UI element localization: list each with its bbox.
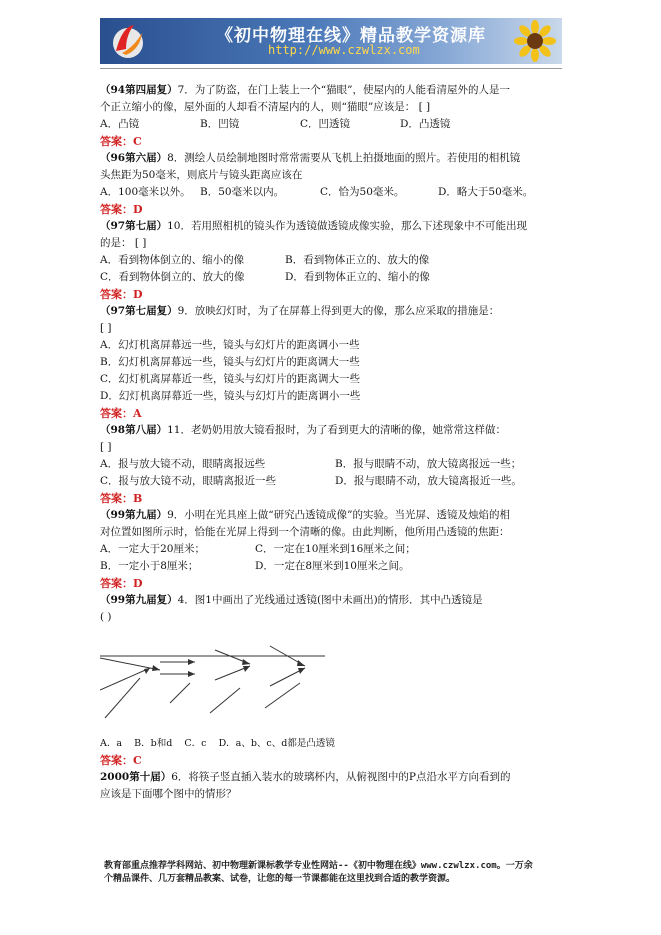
option-b: B．凹镜 bbox=[200, 118, 240, 130]
question-item bbox=[100, 150, 568, 218]
option-c: C．c bbox=[184, 738, 207, 749]
question-text: 个正立缩小的像，屋外面的人却看不清屋内的人，则“猫眼”应该是： [ ] bbox=[100, 101, 431, 113]
options-row bbox=[100, 473, 568, 490]
question-text: 头焦距为50毫米，则底片与镜头距离应该在 bbox=[100, 169, 303, 181]
answer-label: 答案：C bbox=[100, 135, 142, 148]
question-text: 9．放映幻灯时，为了在屏幕上得到更大的像，那么应采取的措施是： bbox=[177, 305, 500, 317]
page-footer bbox=[104, 860, 562, 886]
question-text: [ ] bbox=[100, 441, 112, 453]
option-c: C．幻灯机离屏幕近一些，镜头与幻灯片的距离调大一些 bbox=[100, 373, 361, 385]
option-a: A．看到物体倒立的、缩小的像 bbox=[100, 254, 245, 266]
footer-line: 教育部重点推荐学科网站、初中物理新课标教学专业性网站--《初中物理在线》www.czwlzx.com。一万余 bbox=[104, 861, 533, 871]
question-text: 10．若用照相机的镜头作为透镜做透镜成像实验，那么下述现象中不可能出现 bbox=[167, 220, 527, 232]
question-text: 8．测绘人员绘制地图时常常需要从飞机上拍摄地面的照片。若使用的相机镜 bbox=[167, 152, 521, 164]
answer-label: 答案：D bbox=[100, 203, 143, 216]
question-item bbox=[100, 218, 568, 303]
question-text: 6．将筷子竖直插入装水的玻璃杯内，从俯视图中的P点沿水平方向看到的 bbox=[171, 771, 511, 783]
answer-label: 答案：D bbox=[100, 577, 143, 590]
banner-url[interactable]: http://www.czwlzx.com bbox=[268, 43, 420, 57]
answer-label: 答案：C bbox=[100, 754, 142, 767]
question-item bbox=[100, 422, 568, 507]
option-c: C．看到物体倒立的、放大的像 bbox=[100, 271, 245, 283]
question-source: （99第九届） bbox=[100, 509, 168, 521]
question-text: 11．老奶奶用放大镜看报时，为了看到更大的清晰的像，她常常这样做： bbox=[167, 424, 506, 436]
option-d: D．一定在8厘米到10厘米之间。 bbox=[255, 560, 410, 572]
option-b: B．看到物体正立的、放大的像 bbox=[285, 254, 430, 266]
option-b: B．报与眼睛不动，放大镜离报远一些； bbox=[335, 458, 522, 470]
option-a: A．报与放大镜不动，眼睛离报远些 bbox=[100, 458, 266, 470]
options-row bbox=[100, 736, 568, 752]
question-source: （94第四届复） bbox=[100, 84, 178, 96]
header-divider bbox=[100, 68, 562, 69]
question-source: （97第七届复） bbox=[100, 305, 178, 317]
site-logo-icon bbox=[108, 21, 148, 61]
answer-label: 答案：B bbox=[100, 492, 143, 505]
question-text: 应该是下面哪个图中的情形？ bbox=[100, 788, 237, 800]
option-d: D．a、b、c、d都是凸透镜 bbox=[218, 738, 335, 749]
question-text: 7．为了防盗，在门上装上一个“猫眼”，使屋内的人能看清屋外的人是一 bbox=[177, 84, 511, 96]
option-a: A．100毫米以外。 bbox=[100, 186, 191, 198]
answer-label: 答案：A bbox=[100, 407, 142, 420]
option-d: D．凸透镜 bbox=[400, 118, 451, 130]
question-source: （97第七届） bbox=[100, 220, 168, 232]
question-item bbox=[100, 303, 568, 422]
option-a: A．一定大于20厘米； bbox=[100, 543, 205, 555]
question-source: 2000第十届） bbox=[100, 771, 172, 783]
footer-line: 个精品课件、几万套精品教案、试卷，让您的每一节课都能在这里找到合适的教学资源。 bbox=[104, 874, 456, 884]
site-banner bbox=[100, 18, 562, 64]
options-row bbox=[100, 116, 568, 133]
option-b: B．一定小于8厘米； bbox=[100, 560, 199, 572]
question-item bbox=[100, 82, 568, 150]
question-list bbox=[100, 82, 568, 803]
light-rays-figure bbox=[100, 628, 430, 728]
option-a: A．a bbox=[100, 738, 123, 749]
options-row bbox=[100, 184, 568, 201]
option-a: A．幻灯机离屏幕远一些，镜头与幻灯片的距离调小一些 bbox=[100, 339, 360, 351]
option-d: D．略大于50毫米。 bbox=[438, 186, 534, 198]
options-row bbox=[100, 456, 568, 473]
question-item bbox=[100, 592, 568, 769]
question-source: （96第六届） bbox=[100, 152, 168, 164]
options-row bbox=[100, 558, 568, 575]
question-item bbox=[100, 769, 568, 803]
option-a: A．凸镜 bbox=[100, 118, 140, 130]
question-text: 4．图1中画出了光线通过透镜(图中未画出)的情形．其中凸透镜是 bbox=[177, 594, 483, 606]
answer-label: 答案：D bbox=[100, 288, 143, 301]
question-source: （98第八届） bbox=[100, 424, 168, 436]
option-d: D．报与眼睛不动，放大镜离报近一些。 bbox=[335, 475, 522, 487]
banner-title: 《初中物理在线》精品教学资源库 bbox=[216, 26, 486, 46]
option-b: B．幻灯机离屏幕远一些，镜头与幻灯片的距离调大一些 bbox=[100, 356, 360, 368]
option-d: D．幻灯机离屏幕近一些，镜头与幻灯片的距离调小一些 bbox=[100, 390, 361, 402]
question-text: 9．小明在光具座上做“研究凸透镜成像”的实验。当光屏、透镜及烛焰的相 bbox=[167, 509, 511, 521]
options-row bbox=[100, 269, 568, 286]
option-c: C．凹透镜 bbox=[300, 118, 351, 130]
question-text: 对位置如图所示时，恰能在光屏上得到一个清晰的像。由此判断，他所用凸透镜的焦距： bbox=[100, 526, 510, 538]
question-item bbox=[100, 507, 568, 592]
option-c: C．一定在10厘米到16厘米之间； bbox=[255, 543, 416, 555]
option-c: C．报与放大镜不动，眼睛离报近一些 bbox=[100, 475, 277, 487]
question-source: （99第九届复） bbox=[100, 594, 178, 606]
option-b: B．50毫米以内。 bbox=[200, 186, 285, 198]
options-row bbox=[100, 252, 568, 269]
option-c: C．恰为50毫米。 bbox=[320, 186, 405, 198]
question-text: ( ) bbox=[100, 611, 112, 623]
option-b: B．b和d bbox=[134, 738, 173, 749]
sunflower-icon bbox=[514, 20, 556, 62]
question-text: 的是： [ ] bbox=[100, 237, 147, 249]
options-row bbox=[100, 541, 568, 558]
option-d: D．看到物体正立的、缩小的像 bbox=[285, 271, 430, 283]
question-text: [ ] bbox=[100, 322, 112, 334]
